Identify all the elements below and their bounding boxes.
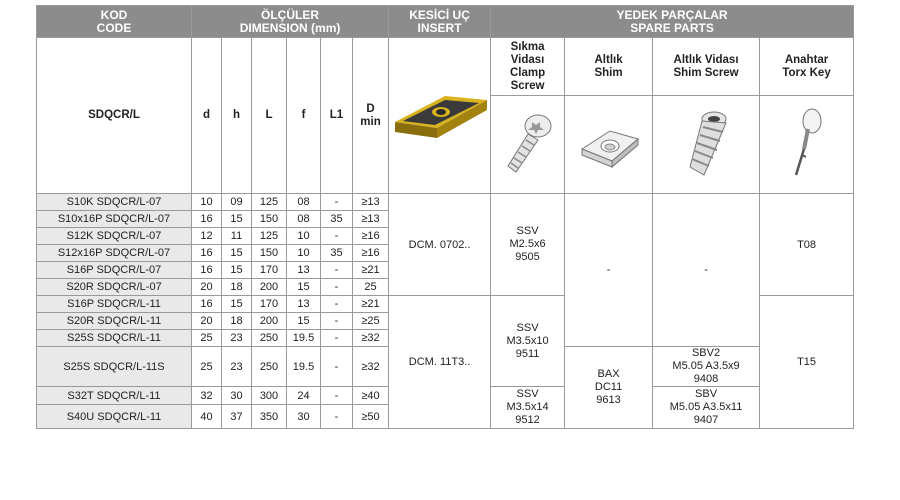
row-dmin: ≥32 [353,347,389,387]
row-code: S10K SDQCR/L-07 [37,194,192,211]
torx-11: T15 [760,296,854,429]
row-f: 19.5 [287,330,321,347]
row-code: S12K SDQCR/L-07 [37,228,192,245]
row-L: 250 [252,347,287,387]
shim-screw-icon [676,105,736,185]
shim-screw-sbv2: SBV2 M5.05 A3.5x9 9408 [653,347,760,387]
row-d: 16 [192,296,222,313]
torx-key-icon [782,105,832,185]
torx-key-label: Anahtar Torx Key [760,38,854,96]
row-L1: 35 [321,211,353,228]
code-label: SDQCR/L [37,38,192,194]
row-h: 18 [222,279,252,296]
row-L1: - [321,405,353,429]
row-L1: - [321,228,353,245]
row-L: 350 [252,405,287,429]
row-h: 23 [222,347,252,387]
row-d: 20 [192,279,222,296]
row-L: 125 [252,228,287,245]
row-L1: - [321,347,353,387]
row-L1: - [321,296,353,313]
shim-none: - [565,194,653,347]
col-f: f [287,38,321,194]
row-code: S16P SDQCR/L-07 [37,262,192,279]
row-L: 200 [252,313,287,330]
row-d: 16 [192,262,222,279]
row-h: 15 [222,211,252,228]
row-L: 200 [252,279,287,296]
row-dmin: ≥21 [353,262,389,279]
row-h: 30 [222,387,252,405]
row-h: 37 [222,405,252,429]
torx-07: T08 [760,194,854,296]
row-L: 170 [252,296,287,313]
row-dmin: 25 [353,279,389,296]
row-f: 13 [287,296,321,313]
row-dmin: ≥16 [353,245,389,262]
insert-image-cell [389,38,491,194]
row-L: 150 [252,211,287,228]
row-dmin: ≥32 [353,330,389,347]
shim-screw-none: - [653,194,760,347]
row-d: 40 [192,405,222,429]
row-f: 15 [287,313,321,330]
shim-image [565,96,653,194]
row-f: 08 [287,194,321,211]
row-L1: - [321,330,353,347]
row-f: 30 [287,405,321,429]
shim-screw-label: Altlık Vidası Shim Screw [653,38,760,96]
row-dmin: ≥25 [353,313,389,330]
row-code: S16P SDQCR/L-11 [37,296,192,313]
row-code: S10x16P SDQCR/L-07 [37,211,192,228]
shim-screw-image [653,96,760,194]
row-L1: - [321,387,353,405]
row-f: 10 [287,228,321,245]
row-L1: - [321,194,353,211]
row-dmin: ≥50 [353,405,389,429]
shim-label: Altlık Shim [565,38,653,96]
torx-key-image [760,96,854,194]
row-f: 08 [287,211,321,228]
shim-bax: BAX DC11 9613 [565,347,653,429]
col-L: L [252,38,287,194]
clamp-screw-image [491,96,565,194]
row-d: 10 [192,194,222,211]
row-code: S25S SDQCR/L-11S [37,347,192,387]
clamp-screw-11-large: SSV M3.5x14 9512 [491,387,565,429]
spare-parts-header: YEDEK PARÇALAR SPARE PARTS [491,6,854,38]
row-dmin: ≥21 [353,296,389,313]
col-L1: L1 [321,38,353,194]
clamp-screw-11: SSV M3.5x10 9511 [491,296,565,387]
row-d: 16 [192,245,222,262]
clamp-screw-07: SSV M2.5x6 9505 [491,194,565,296]
row-d: 16 [192,211,222,228]
row-d: 25 [192,347,222,387]
row-f: 13 [287,262,321,279]
col-dmin: D min [353,38,389,194]
insert-07: DCM. 0702.. [389,194,491,296]
shim-screw-sbv: SBV M5.05 A3.5x11 9407 [653,387,760,429]
row-L1: - [321,262,353,279]
row-L: 170 [252,262,287,279]
rhombic-insert-icon [391,88,489,144]
row-code: S25S SDQCR/L-11 [37,330,192,347]
code-header: KOD CODE [37,6,192,38]
row-code: S20R SDQCR/L-11 [37,313,192,330]
row-h: 15 [222,296,252,313]
row-dmin: ≥40 [353,387,389,405]
row-h: 18 [222,313,252,330]
row-f: 24 [287,387,321,405]
row-dmin: ≥16 [353,228,389,245]
spec-table [36,5,854,429]
row-L: 150 [252,245,287,262]
col-d: d [192,38,222,194]
row-f: 19.5 [287,347,321,387]
row-dmin: ≥13 [353,194,389,211]
shim-icon [574,115,644,175]
row-h: 09 [222,194,252,211]
clamp-screw-label: Sıkma Vidası Clamp Screw [491,38,565,96]
row-L1: 35 [321,245,353,262]
row-d: 25 [192,330,222,347]
row-d: 20 [192,313,222,330]
row-d: 32 [192,387,222,405]
row-L: 125 [252,194,287,211]
row-dmin: ≥13 [353,211,389,228]
row-code: S12x16P SDQCR/L-07 [37,245,192,262]
row-h: 15 [222,245,252,262]
row-h: 11 [222,228,252,245]
row-code: S40U SDQCR/L-11 [37,405,192,429]
row-d: 12 [192,228,222,245]
insert-header: KESİCİ UÇ INSERT [389,6,491,38]
row-L: 250 [252,330,287,347]
insert-11: DCM. 11T3.. [389,296,491,429]
clamp-screw-icon [498,110,558,180]
row-h: 23 [222,330,252,347]
row-L: 300 [252,387,287,405]
col-h: h [222,38,252,194]
row-f: 15 [287,279,321,296]
row-h: 15 [222,262,252,279]
row-f: 10 [287,245,321,262]
row-code: S32T SDQCR/L-11 [37,387,192,405]
row-L1: - [321,313,353,330]
dimensions-header: ÖLÇÜLER DIMENSION (mm) [192,6,389,38]
row-L1: - [321,279,353,296]
row-code: S20R SDQCR/L-07 [37,279,192,296]
